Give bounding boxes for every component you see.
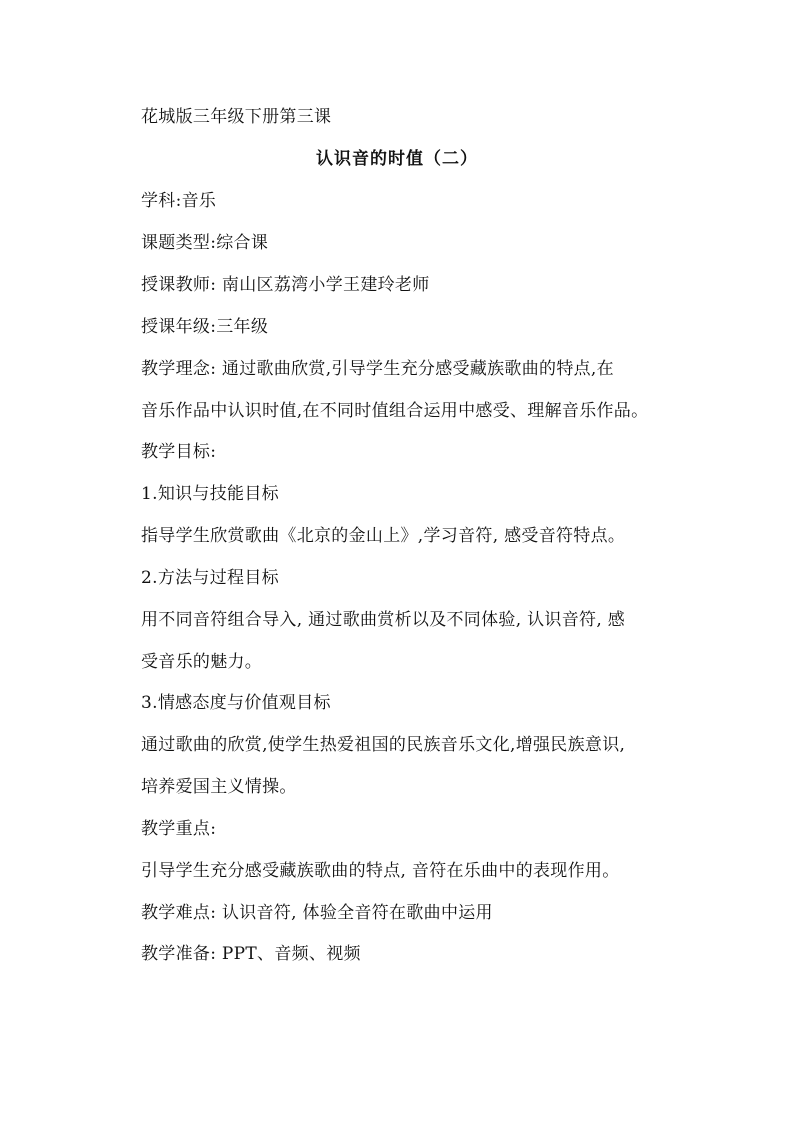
teacher-line: 授课教师: 南山区荔湾小学王建玲老师 (141, 275, 430, 295)
page-title: 认识音的时值（二） (316, 149, 478, 169)
goal3-heading: 3.情感态度与价值观目标 (141, 693, 331, 713)
preparation-line: 教学准备: PPT、音频、视频 (141, 944, 361, 964)
goal1-text: 指导学生欣赏歌曲《北京的金山上》,学习音符, 感受音符特点。 (141, 526, 626, 546)
course-header: 花城版三年级下册第三课 (141, 107, 332, 127)
goal2-text-line-1: 用不同音符组合导入, 通过歌曲赏析以及不同体验, 认识音符, 感 (141, 610, 626, 630)
subject-line: 学科:音乐 (141, 191, 217, 211)
goal3-text-line-1: 通过歌曲的欣赏,使学生热爱祖国的民族音乐文化,增强民族意识, (141, 735, 626, 755)
key-points-text: 引导学生充分感受藏族歌曲的特点, 音符在乐曲中的表现作用。 (141, 861, 620, 881)
key-points-heading: 教学重点: (141, 819, 217, 839)
lesson-type-line: 课题类型:综合课 (141, 233, 269, 253)
concept-line-1: 教学理念: 通过歌曲欣赏,引导学生充分感受藏族歌曲的特点,在 (141, 359, 614, 379)
difficulty-line: 教学难点: 认识音符, 体验全音符在歌曲中运用 (141, 903, 493, 923)
grade-line: 授课年级:三年级 (141, 317, 269, 337)
goal2-text-line-2: 受音乐的魅力。 (141, 652, 263, 672)
goal3-text-line-2: 培养爱国主义情操。 (141, 777, 297, 797)
concept-line-2: 音乐作品中认识时值,在不同时值组合运用中感受、理解音乐作品。 (141, 401, 649, 421)
goals-heading: 教学目标: (141, 442, 217, 462)
goal1-heading: 1.知识与技能目标 (141, 484, 279, 504)
goal2-heading: 2.方法与过程目标 (141, 568, 279, 588)
